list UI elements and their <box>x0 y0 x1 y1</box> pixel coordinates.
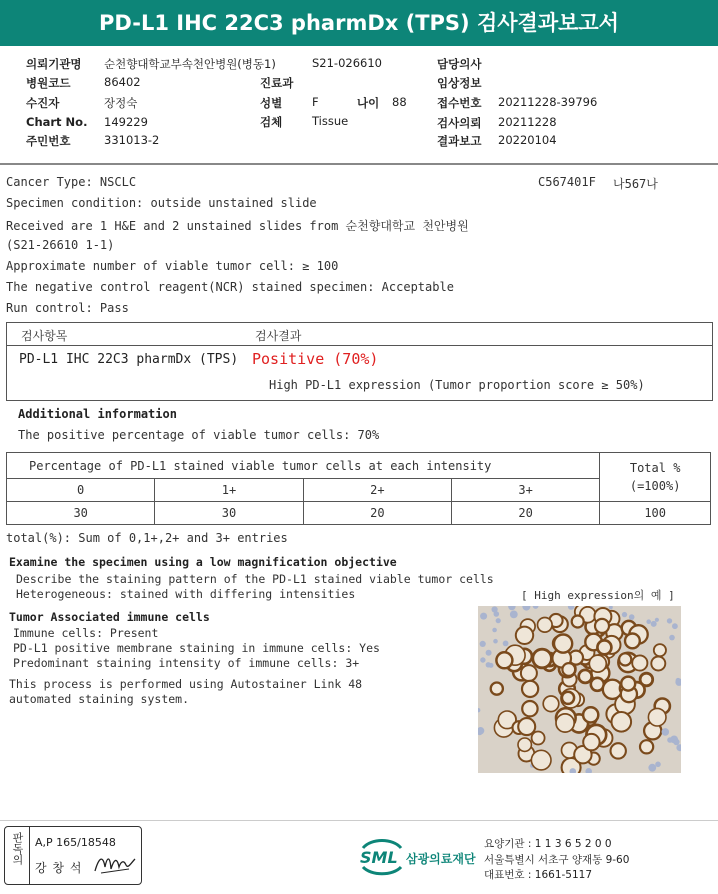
stained-tumor-cell <box>611 743 626 758</box>
background-cell <box>672 623 678 629</box>
background-cell <box>662 728 670 736</box>
intensity-table <box>6 452 711 525</box>
immune-heading: Tumor Associated immune cells <box>9 610 210 624</box>
ncr-status: The negative control reagent(NCR) stained specimen: Acceptable <box>6 280 454 294</box>
institution-value: 순천향대학교부속천안병원(병동1) <box>104 57 276 71</box>
result-box <box>6 322 713 401</box>
background-cell <box>629 614 635 620</box>
rrn-value: 331013-2 <box>104 133 160 147</box>
total-subheader: (=100%) <box>629 479 681 493</box>
age-value: 88 <box>392 95 407 109</box>
institution-label: 의뢰기관명 <box>26 57 82 71</box>
background-cell <box>510 611 518 619</box>
stained-tumor-cell <box>522 681 538 697</box>
stained-tumor-cell <box>583 734 599 750</box>
result-box-divider <box>7 345 712 346</box>
stained-tumor-cell <box>538 618 553 633</box>
stamp-label: 판독의 <box>11 832 24 865</box>
stained-tumor-cell <box>522 701 537 716</box>
chart-label: Chart No. <box>26 115 88 129</box>
immune-line-3: Predominant staining intensity of immune cells: 3+ <box>13 656 360 670</box>
stained-tumor-cell <box>556 714 574 732</box>
stained-tumor-cell <box>491 683 503 695</box>
tissue-image <box>478 606 681 773</box>
examine-line-1: Describe the staining pattern of the PD-L1 stained viable tumor cells <box>16 572 494 586</box>
specimen-code-1: C567401F <box>538 175 596 189</box>
stained-tumor-cell <box>589 655 606 672</box>
stained-tumor-cell <box>518 738 531 751</box>
org-code: 요양기관 : 1 1 3 6 5 2 0 0 <box>484 838 612 850</box>
total-header-cell <box>600 453 711 502</box>
examine-heading: Examine the specimen using a low magnification objective <box>9 555 397 569</box>
signature-icon <box>93 851 137 877</box>
header-divider <box>0 163 718 165</box>
stained-tumor-cell <box>612 712 632 732</box>
chart-value: 149229 <box>104 115 148 129</box>
background-cell <box>648 764 656 772</box>
stained-tumor-cell <box>632 655 647 670</box>
stamp-label-cell <box>5 827 30 884</box>
stained-tumor-cell <box>595 619 609 633</box>
stained-tumor-cell <box>621 677 635 691</box>
patient-value: 장정숙 <box>104 96 138 110</box>
result-col-result: 검사결과 <box>255 329 302 343</box>
age-label: 나이 <box>357 96 380 110</box>
stained-tumor-cell <box>496 652 512 668</box>
stained-tumor-cell <box>516 627 533 644</box>
background-cell <box>622 612 627 617</box>
process-line-1: This process is performed using Autostainer Link 48 <box>9 677 363 691</box>
intensity-note: total(%): Sum of 0,1+,2+ and 3+ entries <box>6 531 288 545</box>
patient-label: 수진자 <box>26 96 60 110</box>
stained-tumor-cell <box>543 696 559 712</box>
org-address: 서울특별시 서초구 양재동 9-60 <box>484 854 630 866</box>
clinical-info-label: 임상정보 <box>437 76 482 90</box>
org-name: 삼광의료재단 <box>406 852 476 866</box>
intensity-value-2: 20 <box>303 502 451 525</box>
stained-tumor-cell <box>532 732 545 745</box>
immune-line-2: PD-L1 positive membrane staining in immune cells: Yes <box>13 641 380 655</box>
background-cell <box>646 619 651 624</box>
background-cell <box>486 650 492 656</box>
specimen-code-2: 나567나 <box>613 177 658 191</box>
specimen-condition: Specimen condition: outside unstained slide <box>6 196 317 210</box>
background-cell <box>492 606 498 612</box>
specimen-value: Tissue <box>312 114 349 128</box>
stained-tumor-cell <box>521 665 537 681</box>
intensity-col-2: 2+ <box>303 479 451 502</box>
background-cell <box>667 618 672 623</box>
pathologist-stamp <box>4 826 142 885</box>
stained-tumor-cell <box>572 616 584 628</box>
header-info <box>0 50 718 155</box>
dept-label: 진료과 <box>260 76 294 90</box>
stained-tumor-cell <box>648 708 666 726</box>
org-phone: 대표번호 : 1661-5117 <box>484 869 593 881</box>
stained-tumor-cell <box>583 707 598 722</box>
background-cell <box>503 641 509 647</box>
sex-value: F <box>312 95 319 109</box>
background-cell <box>655 762 661 768</box>
stained-tumor-cell <box>651 657 665 671</box>
received-ref: (S21-26610 1-1) <box>6 238 115 252</box>
sml-logo <box>357 836 407 876</box>
examine-line-2: Heterogeneous: stained with differing intensities <box>16 587 356 601</box>
stained-tumor-cell <box>518 718 535 735</box>
sex-label: 성별 <box>260 96 283 110</box>
viable-tumor-cells: Approximate number of viable tumor cell: ≥ 100 <box>6 259 339 273</box>
request-label: 검사의뢰 <box>437 116 482 130</box>
cancer-type: Cancer Type: NSCLC <box>6 175 137 189</box>
stained-tumor-cell <box>562 663 575 676</box>
stained-tumor-cell <box>640 740 653 753</box>
report-label: 결과보고 <box>437 134 482 148</box>
intensity-table-header: Percentage of PD-L1 stained viable tumor cells at each intensity <box>7 453 600 479</box>
stained-tumor-cell <box>619 653 631 665</box>
stained-tumor-cell <box>625 634 640 649</box>
run-control: Run control: Pass <box>6 301 129 315</box>
stained-tumor-cell <box>554 635 572 653</box>
background-cell <box>655 618 659 622</box>
rrn-label: 주민번호 <box>26 134 71 148</box>
stained-tumor-cell <box>654 644 666 656</box>
stained-tumor-cell <box>579 670 592 683</box>
intensity-total: 100 <box>600 502 711 525</box>
hospital-code-value: 86402 <box>104 75 141 89</box>
background-cell <box>480 641 486 647</box>
background-cell <box>651 621 657 627</box>
physician-label: 담당의사 <box>437 57 482 71</box>
background-cell <box>496 618 501 623</box>
stained-tumor-cell <box>562 692 574 704</box>
result-col-item: 검사항목 <box>21 329 68 343</box>
stained-tumor-cell <box>531 750 551 770</box>
background-cell <box>669 635 675 641</box>
intensity-value-3: 20 <box>451 502 599 525</box>
institution-code: S21-026610 <box>312 56 382 70</box>
background-cell <box>492 628 497 633</box>
intensity-col-0: 0 <box>7 479 155 502</box>
receipt-no-value: 20211228-39796 <box>498 95 598 109</box>
process-line-2: automated staining system. <box>9 692 190 706</box>
intensity-col-3: 3+ <box>451 479 599 502</box>
background-cell <box>493 639 498 644</box>
background-cell <box>480 657 485 662</box>
intensity-value-0: 30 <box>7 502 155 525</box>
result-expression: High PD-L1 expression (Tumor proportion score ≥ 50%) <box>269 378 645 392</box>
ap-number: A,P 165/18548 <box>35 836 116 849</box>
tissue-svg <box>478 606 681 773</box>
image-caption: [ High expression의 예 ] <box>521 589 675 602</box>
stained-tumor-cell <box>533 649 552 668</box>
background-cell <box>486 662 491 667</box>
background-cell <box>670 736 678 744</box>
specimen-label: 검체 <box>260 115 283 129</box>
result-value: Positive (70%) <box>252 350 379 368</box>
request-value: 20211228 <box>498 115 557 129</box>
total-header: Total % <box>629 461 681 475</box>
footer-divider <box>0 820 718 821</box>
background-cell <box>480 613 487 620</box>
result-item-name: PD-L1 IHC 22C3 pharmDx (TPS) <box>19 352 239 367</box>
receipt-no-label: 접수번호 <box>437 96 482 110</box>
additional-text: The positive percentage of viable tumor cells: 70% <box>18 428 380 442</box>
received-slides: Received are 1 H&E and 2 unstained slides from 순천향대학교 천안병원 <box>6 219 469 233</box>
stained-tumor-cell <box>597 640 611 654</box>
hospital-code-label: 병원코드 <box>26 76 71 90</box>
immune-line-1: Immune cells: Present <box>13 626 159 640</box>
intensity-col-1: 1+ <box>155 479 303 502</box>
doctor-name: 강 창 석 <box>35 861 83 875</box>
report-title: PD-L1 IHC 22C3 pharmDx (TPS) 검사결과보고서 <box>0 0 718 46</box>
logo-text: SML <box>360 848 398 867</box>
intensity-value-1: 30 <box>155 502 303 525</box>
additional-heading: Additional information <box>18 407 177 421</box>
report-value: 20220104 <box>498 133 557 147</box>
